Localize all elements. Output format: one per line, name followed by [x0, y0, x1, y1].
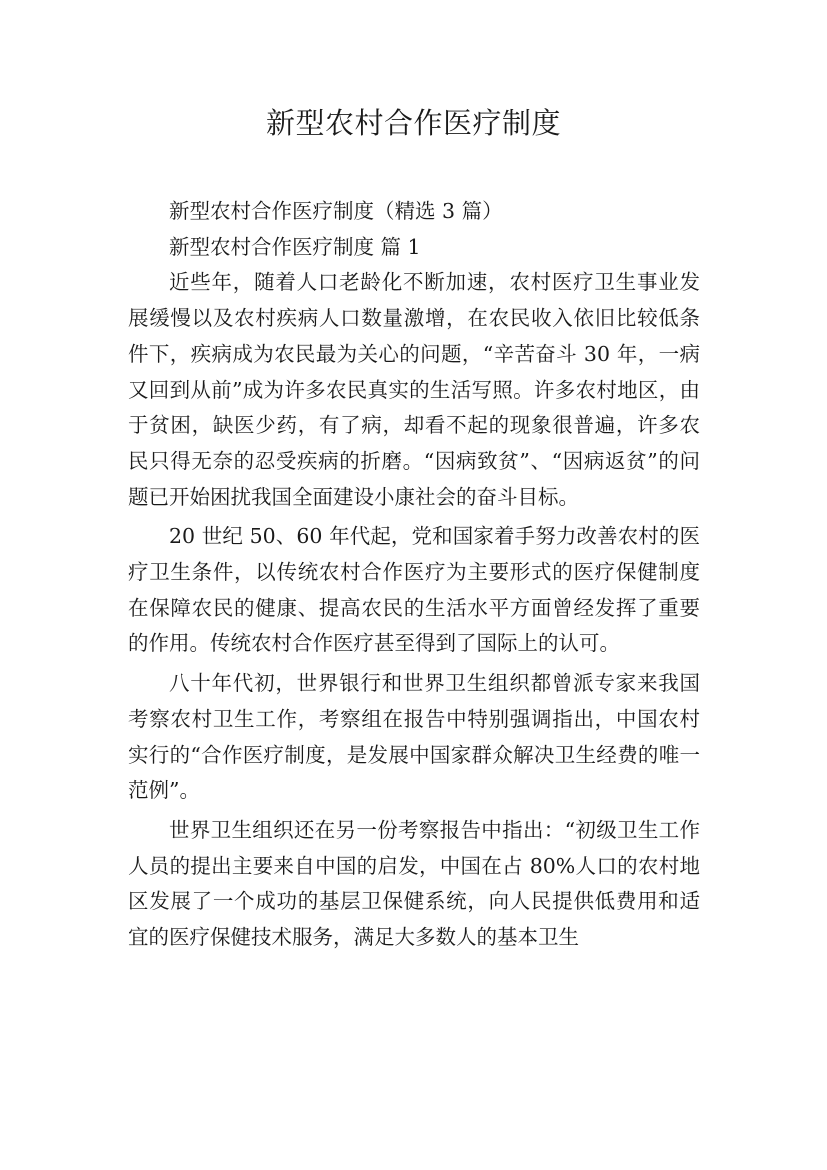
paragraph-1: 近些年，随着人口老龄化不断加速，农村医疗卫生事业发展缓慢以及农村疾病人口数量激增，在农民收入依旧比较低条件下，疾病成为农民最为关心的问题，“辛苦奋斗 30 年，一病又回到从前”成为许多农民真实的生活写照。许多农村地区，由于贫困，缺医少药，有了病，却看不起的现象很普遍，许多农民只得无奈的忍受疾病的折磨。“因病致贫”、“因病返贫”的问题已开始困扰我国全面建设小康社会的奋斗目标。 — [128, 270, 700, 509]
document-title: 新型农村合作医疗制度 — [265, 106, 561, 140]
paragraph-3: 八十年代初，世界银行和世界卫生组织都曾派专家来我国考察农村卫生工作，考察组在报告中特别强调指出，中国农村实行的“合作医疗制度，是发展中国家群众解决卫生经费的唯一范例”。 — [128, 671, 700, 803]
paragraph-4: 世界卫生组织还在另一份考察报告中指出：“初级卫生工作人员的提出主要来自中国的启发，中国在占 80%人口的农村地区发展了一个成功的基层卫保健系统，向人民提供低费用和适宜的医疗保健技术服务，满足大多数人的基本卫生 — [128, 817, 700, 950]
section-heading: 新型农村合作医疗制度 篇 1 — [169, 234, 421, 259]
document-body — [128, 194, 700, 956]
document-subtitle: 新型农村合作医疗制度（精选 3 篇） — [169, 199, 503, 223]
paragraph-2: 20 世纪 50、60 年代起，党和国家着手努力改善农村的医疗卫生条件，以传统农村合作医疗为主要形式的医疗保健制度在保障农民的健康、提高农民的生活水平方面曾经发挥了重要的作用。传统农村合作医疗甚至得到了国际上的认可。 — [128, 524, 700, 656]
